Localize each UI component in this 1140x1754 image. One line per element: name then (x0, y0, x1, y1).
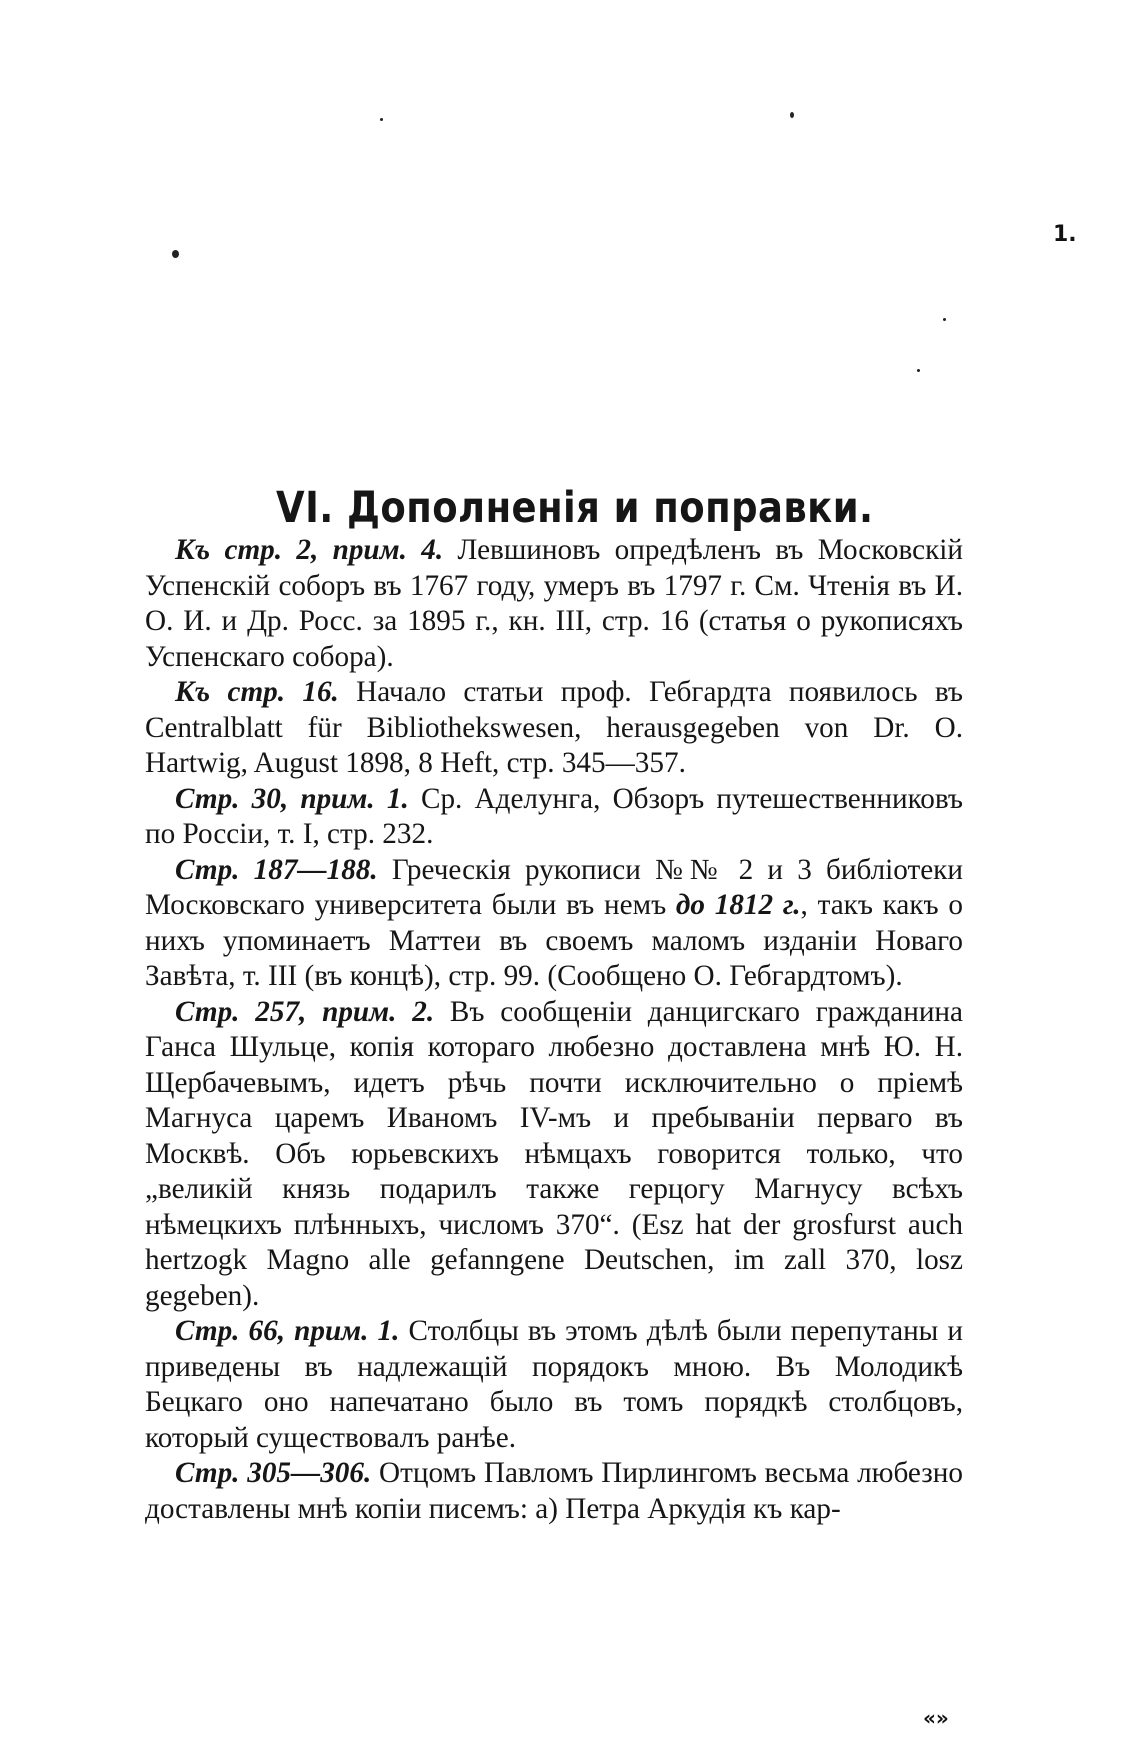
entry-reference: Стр. 257, прим. 2. (175, 995, 435, 1028)
entry-body: Отцомъ Павломъ Пирлингомъ весьма любезно доставлены мнѣ копіи писемъ: а) Петра Аркудія къ кар- (145, 1457, 963, 1525)
entry-body: Въ сообщеніи данцигскаго гражданина Ганса Шульце, копія котораго любезно доставлена мнѣ Ю. Н. Щербачевымъ, идетъ рѣчь почти исключительно о пріемѣ Магнуса царемъ Иваномъ IV-мъ и пребываніи перваго въ Москвѣ. Объ юрьевскихъ нѣмцахъ говорится только, что „великій князь подарилъ также герцогу Магнусу всѣхъ нѣмецкихъ плѣнныхъ, числомъ 370“. (Esz hat der grosfurst auch hertzogk Magno alle gefanngene Deutschen, im zall 370, losz gegeben). (145, 995, 964, 1312)
scan-speck (917, 369, 920, 372)
entry-body: Столбцы въ этомъ дѣлѣ были перепутаны и приведены въ надлежащій порядокъ мною. Въ Молодикѣ Бецкаго оно напечатано было въ томъ порядкѣ столбцовъ, который существовалъ ранѣе. (145, 1315, 963, 1454)
entry-6 (145, 1314, 963, 1456)
entry-body: Начало статьи проф. Гебгардта появилось въ Centralblatt für Bibliothekswesen, herausgegeben von Dr. O. Hartwig, August 1898, 8 Heft, стр. 345—357. (145, 676, 963, 779)
scan-speck (790, 112, 794, 118)
section-heading: VI. Дополненія и поправки. (276, 482, 874, 533)
entry-reference: Къ стр. 2, прим. 4. (175, 534, 444, 566)
entry-5 (145, 995, 963, 1315)
entry-7 (145, 1456, 963, 1527)
corner-mark-bottom: «» (923, 1706, 949, 1730)
entry-2 (145, 675, 963, 782)
scan-speck (943, 318, 946, 321)
entry-reference: Стр. 30, прим. 1. (175, 782, 409, 815)
entry-reference: Стр. 66, прим. 1. (175, 1315, 400, 1347)
scan-speck (380, 118, 383, 121)
entry-body-tail: , такъ какъ о нихъ упоминаетъ Маттеи въ своемъ маломъ изданіи Новаго Завѣта, т. III (въ концѣ), стр. 99. (Сообщено О. Гебгардтомъ). (145, 889, 963, 992)
scan-speck (172, 250, 179, 258)
addenda-text (145, 533, 963, 1527)
entry-reference: Стр. 305—306. (175, 1457, 372, 1489)
corner-mark-top: 1. (1053, 222, 1077, 247)
entry-body: Левшиновъ опредѣленъ въ Московскій Успенскій соборъ въ 1767 году, умеръ въ 1797 г. См. Чтенія въ И. О. И. и Др. Росс. за 1895 г., кн. III, стр. 16 (статья о рукописяхъ Успенскаго собора). (145, 534, 963, 673)
entry-3 (145, 782, 963, 853)
entry-body: Ср. Аделунга, Обзоръ путешественниковъ по Россіи, т. I, стр. 232. (145, 782, 964, 850)
entry-reference: Къ стр. 16. (175, 676, 339, 708)
entry-4 (145, 853, 963, 995)
entry-italic-date: до 1812 г. (675, 889, 801, 921)
entry-reference: Стр. 187—188. (175, 853, 378, 886)
entry-1 (145, 533, 963, 675)
entry-body: Греческія рукописи №№ 2 и 3 библіотеки Московскаго университета были въ немъ (145, 853, 963, 921)
